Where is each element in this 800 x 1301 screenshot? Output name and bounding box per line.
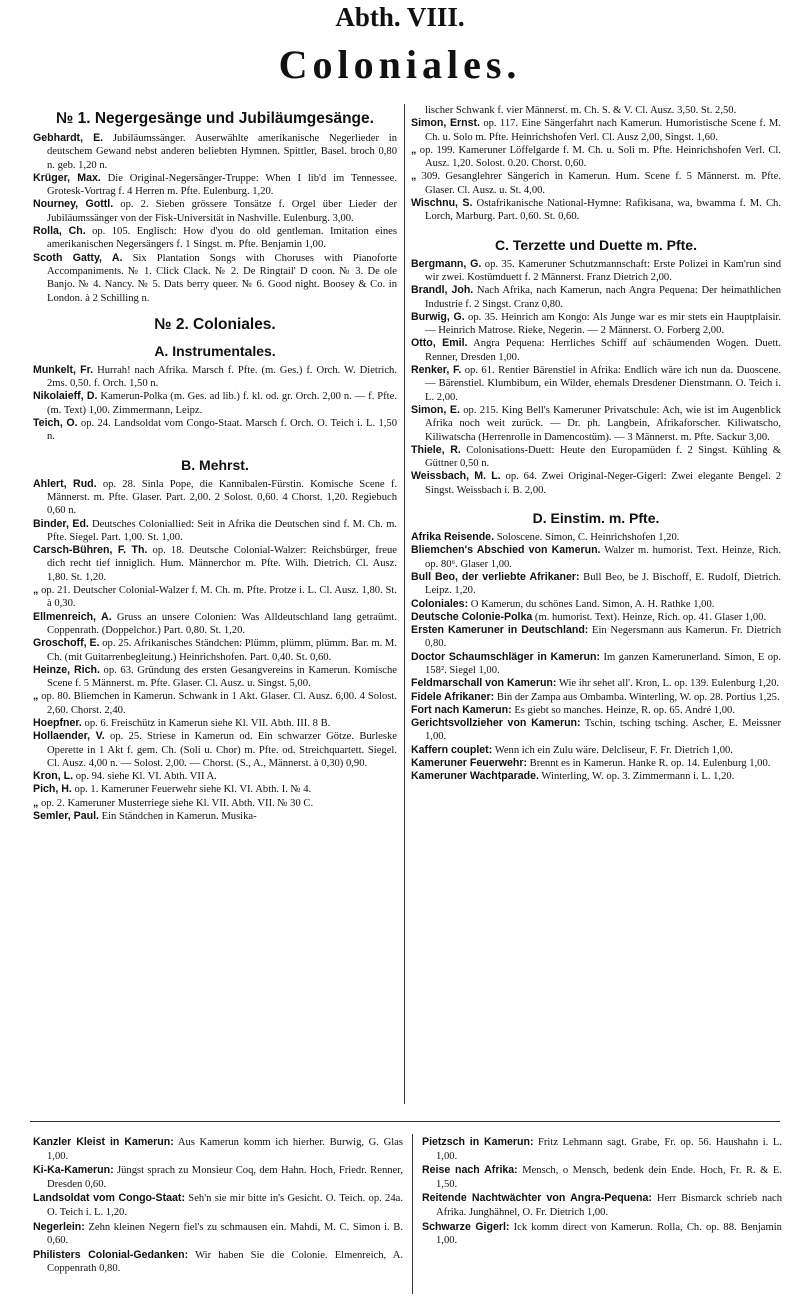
footer-left-column: [33, 1136, 403, 1277]
entry-description: op. 94. siehe Kl. VI. Abth. VII A.: [75, 771, 217, 783]
entry-description: Aus Kamerun komm ich hierher. Burwig, G. Glas 1,00.: [47, 1137, 404, 1162]
entry-description: Es giebt so manches. Heinze, R. op. 65. André 1,00.: [514, 704, 735, 716]
continued-entry: lischer Schwank f. vier Männerst. m. Ch. S. & V. Cl. Ausz. 3,50. St. 2,50.: [425, 105, 737, 116]
entry-description: op. 35. Heinrich am Kongo: Als Junge war es mir stets ein Hauptplaisir. — Heinrich Matrose. Rieke, Negerin. — 2 Männerst. O. Forberg 2,00.: [425, 311, 781, 337]
catalog-entry: [411, 770, 781, 783]
entry-composer: Ellmenreich, A.: [33, 610, 112, 623]
entry-description: Fritz Lehmann sagt. Grabe, Fr. op. 56. Haushahn i. L. 1,00.: [436, 1137, 783, 1162]
catalog-entry: [411, 611, 781, 624]
footer-divider: [30, 1121, 780, 1122]
catalog-entry: [33, 690, 397, 717]
column-divider: [404, 104, 405, 1104]
entry-composer: Ahlert, Rud.: [33, 477, 97, 490]
catalog-entry: [411, 691, 781, 704]
entry-composer: Bliemchen's Abschied von Kamerun.: [411, 544, 601, 557]
entry-description: Ein Negersmann aus Kamerun. Fr. Dietrich 0,80.: [425, 625, 782, 650]
catalog-entry: [33, 637, 397, 664]
subsection-heading: C. Terzette und Duette m. Pfte.: [495, 236, 697, 253]
entry-description: op. 6. Freischütz in Kamerun siehe Kl. VII. Abth. III. 8 B.: [84, 717, 331, 729]
catalog-entry: [33, 783, 397, 796]
entry-composer: Groschoff, E.: [33, 637, 100, 650]
entry-description: Herr Bismarck schrieb nach Afrika. Junghähnel, O. Fr. Dietrich 1,00.: [436, 1193, 783, 1218]
entry-description: Angra Pequena: Herrliches Schiff auf schäumenden Wogen. Duett. Renner, Dresden 1,00.: [425, 338, 781, 363]
entry-composer: „: [33, 796, 39, 809]
entry-description: op. 28. Sinla Pope, die Kannibalen-Fürstin. Komische Scene f. Männerst. m. Pfte. Glaser. Part. 2,00. 2 Solost. 0,60. 4 Chorst. 1,20. Regiebuch 0,60 n.: [47, 478, 397, 517]
catalog-entry: [411, 284, 781, 311]
catalog-entry: [33, 1249, 403, 1276]
entry-composer: „: [33, 690, 39, 703]
entry-description: op. 2. Sieben grössere Tonsätze f. Orgel über Lieder der Jubiläumssänger von der Fisk-Universität in Nashville. Eulenburg. 3,00.: [47, 199, 397, 224]
catalog-entry: [33, 810, 397, 823]
section-heading: № 2. Coloniales.: [154, 315, 276, 333]
catalog-entry: [411, 744, 781, 757]
entry-description: Gruss an unsere Colonien: Was Alldeutschland lang getraümt. Coppenrath. (Doppelchor.) Part. 0,80. St. 1,20.: [47, 611, 397, 636]
catalog-entry: [33, 730, 397, 770]
entry-composer: Doctor Schaumschläger in Kamerun:: [411, 650, 600, 663]
catalog-entry: [411, 170, 781, 197]
entry-list: [411, 258, 781, 497]
entry-description: op. 64. Zwei Original-Neger-Gigerl: Zwei elegante Bengel. 2 Singst. Weissbach i. B. 2,00.: [425, 471, 781, 496]
entry-composer: Kron, L.: [33, 770, 74, 783]
entry-composer: Fidele Afrikaner:: [411, 690, 495, 703]
entry-description: op. 1. Kameruner Feuerwehr siehe Kl. VI. Abth. I. № 4.: [74, 784, 312, 796]
entry-composer: Weissbach, M. L.: [411, 470, 501, 483]
catalog-entry: [411, 651, 781, 678]
entry-composer: Wischnu, S.: [411, 197, 473, 210]
entry-description: Die Original-Negersänger-Truppe: When I lib'd im Tennessee. Grotesk-Vortrag f. 4 Herren m. Pfte. Eulenburg. 1,20.: [47, 172, 397, 198]
catalog-entry: [33, 664, 397, 691]
entry-composer: Afrika Reisende.: [411, 531, 495, 544]
entry-description: Deutsches Coloniallied: Seit in Afrika die Deutschen sind f. M. Ch. m. Pfte. Siegel. Part. 1,00. St. 1,00.: [47, 518, 397, 543]
entry-composer: Heinze, Rich.: [33, 663, 100, 676]
catalog-entry: [33, 797, 397, 810]
catalog-entry: [411, 144, 781, 171]
subsection-heading: B. Mehrst.: [181, 456, 249, 473]
entry-description: Six Plantation Songs with Choruses with Pianoforte Accompaniments. № 1. Click Clack. № 2. De Ringtail' D coon. № 3. De ole Banjo. № 4. Nancy. № 5. Dats berry queer. № 6. Good night. Boosey & Co. in London. à 2 Schilling n.: [47, 252, 397, 304]
section-heading: № 1. Negergesänge und Jubiläumgesänge.: [56, 110, 374, 127]
catalog-entry: [411, 677, 781, 690]
catalog-entry: [33, 611, 397, 638]
entry-composer: Gerichtsvollzieher von Kamerun:: [411, 717, 581, 730]
entry-description: op. 215. King Bell's Kameruner Privatschule: Ach, wie ist im Augenblick Afrika noch weit zurück. — Dr. ph. Langbein, Afrikaforscher. Kiliwatscho, Kiliwatscha (Herrenrolle in Damencostüm). — 3 Männerst. m. Pfte. Sackur 3,00.: [425, 404, 781, 443]
entry-composer: Burwig, G.: [411, 310, 465, 323]
catalog-entry: [33, 544, 397, 584]
entry-composer: Thiele, R.: [411, 443, 461, 456]
entry-composer: Simon, E.: [411, 403, 460, 416]
catalog-entry: [411, 117, 781, 144]
entry-composer: Simon, Ernst.: [411, 117, 480, 130]
left-column: [33, 104, 397, 823]
footer-column-divider: [412, 1134, 413, 1294]
entry-composer: Reitende Nachtwächter von Angra-Pequena:: [422, 1192, 652, 1205]
entry-composer: Feldmarschall von Kamerun:: [411, 677, 557, 690]
entry-composer: Hoepfner.: [33, 716, 82, 729]
entry-list: [411, 531, 781, 784]
entry-description: Soloscene. Simon, C. Heinrichshofen 1,20.: [496, 532, 680, 544]
catalog-entry: [422, 1164, 782, 1191]
entry-composer: Gebhardt, E.: [33, 132, 104, 144]
catalog-entry: [411, 598, 781, 611]
catalog-entry: [411, 258, 781, 285]
entry-description: Ick komm direct von Kamerun. Rolla, Ch. op. 88. Benjamin 1,00.: [436, 1221, 782, 1247]
entry-description: Wie ihr sehet all'. Kron, L. op. 139. Eulenburg 1,20.: [558, 678, 780, 690]
entry-description: Mensch, o Mensch, bedenk dein Ende. Hoch, Fr. R. & E. 1,50.: [436, 1165, 783, 1190]
catalog-entry: [33, 770, 397, 783]
catalog-entry: [422, 1136, 782, 1163]
entry-list: [33, 364, 397, 444]
entry-composer: Pich, H.: [33, 783, 72, 796]
catalog-entry: [33, 390, 397, 417]
entry-description: Seh'n sie mir bitte in's Gesicht. O. Teich. op. 24a. O. Teich i. L. 1,20.: [47, 1193, 404, 1218]
catalog-entry: [33, 1164, 403, 1191]
entry-list: [33, 478, 397, 824]
right-column: [411, 104, 781, 784]
catalog-entry: [33, 172, 397, 199]
catalog-entry: [33, 584, 397, 611]
entry-list: [422, 1136, 782, 1248]
catalog-entry: [411, 364, 781, 404]
section-number: Abth. VIII.: [335, 2, 465, 32]
entry-list: [33, 1136, 403, 1276]
entry-composer: „: [411, 170, 417, 183]
entry-description: op. 117. Eine Sängerfahrt nach Kamerun. Humoristische Scene f. M. Ch. u. Solo m. Pfte. Heinrichshofen Verl. Cl. Ausz 2,00, Singst. 1,60.: [425, 118, 781, 143]
entry-composer: Kameruner Wachtparade.: [411, 770, 539, 783]
catalog-entry: [33, 225, 397, 252]
entry-composer: Carsch-Bühren, F. Th.: [33, 544, 148, 557]
catalog-entry: [33, 518, 397, 545]
entry-composer: Landsoldat vom Congo-Staat:: [33, 1192, 185, 1205]
entry-description: op. 61. Rentier Bärenstiel in Afrika: Endlich wäre ich nun da. Duoscene. — Bärenstiel. Klumbibum, ein Wilder, ehemals Dresdener Dienstmann. O. Teich i. L. 2,00.: [425, 365, 781, 403]
catalog-entry: [33, 1192, 403, 1219]
entry-description: op. 35. Kameruner Schutzmannschaft: Erste Polizei in Kam'run sind wir zwei. Kostümduett f. 2 Männerst. Franz Dietrich 2,00.: [425, 258, 782, 283]
entry-description: op. 2. Kameruner Musterriege siehe Kl. VII. Abth. VII. № 30 C.: [40, 797, 314, 809]
entry-description: Ostafrikanische National-Hymne: Rafikisana, wa, bwamma f. M. Ch. Lorch, Marburg. Part. 0,60. St. 0,60.: [425, 198, 781, 223]
catalog-entry: [33, 252, 397, 305]
entry-description: op. 25. Striese in Kamerun od. Ein schwarzer Götze. Burleske Operette in 1 Akt f. gem. Ch. (Soli u. Chor) m. Pfte. od. Streichquartett. Siegel. Cl. Ausz. 4,00 n. — Solost. 2,00. — Chorst. (S., A., Männerst. à 0,30) 0,90.: [47, 731, 397, 769]
entry-composer: Fort nach Kamerun:: [411, 703, 512, 716]
entry-description: op. 105. Englisch: How d'you do old gentleman. Imitation eines amerikanischen Negersängers f. 1 Singst. m. Pfte. Benjamin 1,00.: [47, 226, 397, 251]
entry-description: op. 199. Kameruner Löffelgarde f. M. Ch. u. Soli m. Pfte. Heinrichshofen Verl. Cl. Ausz. 1,20. Solost. 0.20. Chorst. 0,60.: [419, 144, 781, 170]
footer-right-column: [422, 1136, 782, 1249]
entry-composer: Bull Beo, der verliebte Afrikaner:: [411, 570, 580, 583]
entry-composer: Schwarze Gigerl:: [422, 1220, 510, 1233]
catalog-entry: [411, 757, 781, 770]
entry-composer: Scoth Gatty, A.: [33, 251, 123, 264]
entry-description: Kamerun-Polka (m. Ges. ad lib.) f. kl. od. gr. Orch. 2,00 n. — f. Pfte. (m. Text) 1,00. Zimmermann, Leipz.: [47, 391, 397, 416]
catalog-entry: [411, 311, 781, 338]
catalog-entry: [411, 404, 781, 444]
entry-composer: Nourney, Gottl.: [33, 198, 114, 211]
catalog-entry: [411, 717, 781, 744]
entry-composer: Coloniales:: [411, 597, 469, 610]
entry-composer: „: [33, 584, 39, 597]
entry-description: Nach Afrika, nach Kamerun, nach Angra Pequena: Der heimathlichen Industrie f. 2 Singst. Cranz 0,80.: [425, 285, 782, 310]
entry-composer: Otto, Emil.: [411, 337, 468, 350]
catalog-entry: [411, 544, 781, 571]
catalog-entry: [422, 1192, 782, 1219]
catalog-entry: [33, 132, 397, 172]
entry-composer: Negerlein:: [33, 1220, 85, 1233]
entry-description: Ein Ständchen in Kamerun. Musika-: [101, 811, 257, 823]
entry-description: Brennt es in Kamerun. Hanke R. op. 14. Eulenburg 1,00.: [529, 758, 771, 770]
catalog-entry: [411, 337, 781, 364]
entry-composer: Nikolaieff, D.: [33, 390, 98, 403]
entry-composer: Ki-Ka-Kamerun:: [33, 1164, 114, 1177]
entry-description: Bin der Zampa aus Ombamba. Winterling, W. op. 28. Portius 1,25.: [496, 691, 780, 703]
entry-description: Hurrah! nach Afrika. Marsch f. Pfte. (m. Ges.) f. Orch. W. Dietrich. 2ms. 0,50. f. Orch. 1,50 n.: [47, 364, 397, 390]
entry-description: Jüngst sprach zu Monsieur Coq, dem Hahn. Hoch, Friedr. Renner, Dresden 0,60.: [47, 1165, 403, 1190]
entry-composer: Binder, Ed.: [33, 517, 89, 530]
entry-description: op. 18. Deutsche Colonial-Walzer: Reichsbürger, freue dich recht tief inniglich. Hum. Männerchor m. Pfte. Wilh. Dietrich. Cl. Ausz. 1,80. St. 1,20.: [47, 545, 397, 583]
catalog-entry: [411, 197, 781, 224]
catalog-entry: [411, 624, 781, 651]
catalog-entry: [411, 531, 781, 544]
entry-description: op. 25. Afrikanisches Ständchen: Plümm, plümm, plümm. Bar. m. M. Ch. (mit Guitarrenbegleitung.) Heinrichshofen. Part. 0,40. St. 0,60.: [47, 638, 398, 663]
entry-composer: Teich, O.: [33, 417, 78, 430]
catalog-entry: [33, 1136, 403, 1163]
entry-composer: Bergmann, G.: [411, 257, 482, 270]
catalog-entry: [33, 478, 397, 518]
entry-composer: Kameruner Feuerwehr:: [411, 757, 527, 770]
entry-description: Colonisations-Duett: Heute den Europamüden f. 2 Singst. Kühling & Güttner 0,50 n.: [425, 444, 781, 470]
entry-composer: Rolla, Ch.: [33, 225, 86, 238]
entry-description: (m. humorist. Text). Heinze, Rich. op. 41. Glaser 1,00.: [534, 611, 767, 623]
entry-description: O Kamerun, du schönes Land. Simon, A. H. Rathke 1,00.: [470, 598, 715, 610]
page-title: Coloniales.: [278, 42, 522, 87]
catalog-entry: [411, 470, 781, 497]
entry-composer: „: [411, 143, 417, 156]
entry-description: 309. Gesanglehrer Sängerich in Kamerun. Hum. Scene f. 5 Männerst. m. Pfte. Glaser. Cl. Ausz. u. St. 4,00.: [421, 171, 781, 196]
entry-description: op. 63. Gründung des ersten Gesangvereins in Kamerun. Komische Scene f. 5 Männerst. m. Pfte. Glaser. Cl. Ausz. u. Singst. 5,00.: [47, 664, 397, 690]
catalog-entry: [411, 704, 781, 717]
subsection-heading: D. Einstim. m. Pfte.: [532, 510, 660, 527]
entry-composer: Deutsche Colonie-Polka: [411, 610, 533, 623]
entry-description: Wenn ich ein Zulu wäre. Delcliseur, F. Fr. Dietrich 1,00.: [494, 744, 733, 756]
entry-description: op. 21. Deutscher Colonial-Walzer f. M. Ch. m. Pfte. Protze i. L. Cl. Ausz. 1,80. St. à 0,30.: [41, 585, 397, 610]
entry-description: Im ganzen Kamerunerland. Simon, E op. 158². Siegel 1,00.: [425, 651, 781, 676]
entry-description: Wir haben Sie die Colonie. Elmenreich, A. Coppenrath 0,80.: [47, 1249, 404, 1275]
entry-composer: Pietzsch in Kamerun:: [422, 1136, 534, 1148]
catalog-entry: [422, 1221, 782, 1248]
entry-composer: Brandl, Joh.: [411, 284, 474, 297]
entry-composer: Hollaender, V.: [33, 730, 105, 743]
catalog-entry: [33, 364, 397, 391]
entry-description: Bull Beo, be J. Bischoff, E. Rudolf, Dietrich. Leipz. 1,20.: [425, 571, 782, 597]
entry-composer: Kaffern couplet:: [411, 743, 493, 756]
catalog-entry: [33, 717, 397, 730]
entry-description: Tschin, tsching tsching. Ascher, E. Meissner 1,00.: [425, 718, 781, 743]
entry-list: [33, 132, 397, 305]
catalog-entry: [411, 444, 781, 471]
catalog-entry: [33, 417, 397, 444]
entry-description: Zehn kleinen Negern fiel's zu schmausen ein. Mahdi, M. C. Simon i. B. 0,60.: [47, 1221, 403, 1247]
catalog-entry: [33, 1221, 403, 1248]
entry-composer: Kanzler Kleist in Kamerun:: [33, 1136, 174, 1148]
entry-composer: Krüger, Max.: [33, 171, 101, 184]
entry-composer: Reise nach Afrika:: [422, 1164, 518, 1177]
entry-composer: Renker, F.: [411, 364, 462, 377]
entry-composer: Semler, Paul.: [33, 810, 99, 823]
subsection-heading: A. Instrumentales.: [154, 342, 276, 359]
entry-description: Jubiläumssänger. Auserwählte amerikanische Negerlieder in deutschem Gewand nebst anderen beliebten Hymnen. Spittler, Basel. broch 0,80 n. geb. 1,20 n.: [47, 133, 398, 171]
catalog-entry: [411, 571, 781, 598]
catalog-entry: [33, 198, 397, 225]
entry-description: Winterling, W. op. 3. Zimmermann i. L. 1,20.: [541, 771, 735, 783]
entry-composer: Ersten Kameruner in Deutschland:: [411, 624, 589, 637]
entry-description: Walzer m. humorist. Text. Heinze, Rich. op. 80⁶. Glaser 1,00.: [425, 545, 781, 570]
entry-list: [411, 117, 781, 223]
entry-description: op. 24. Landsoldat vom Congo-Staat. Marsch f. Orch. O. Teich i. L. 1,50 n.: [47, 418, 398, 443]
entry-composer: Philisters Colonial-Gedanken:: [33, 1248, 189, 1261]
entry-description: op. 80. Bliemchen in Kamerun. Schwank in 1 Akt. Glaser. Cl. Ausz. 6,00. 4 Solost. 2,60. Chorst. 2,40.: [41, 691, 398, 716]
entry-composer: Munkelt, Fr.: [33, 363, 94, 376]
